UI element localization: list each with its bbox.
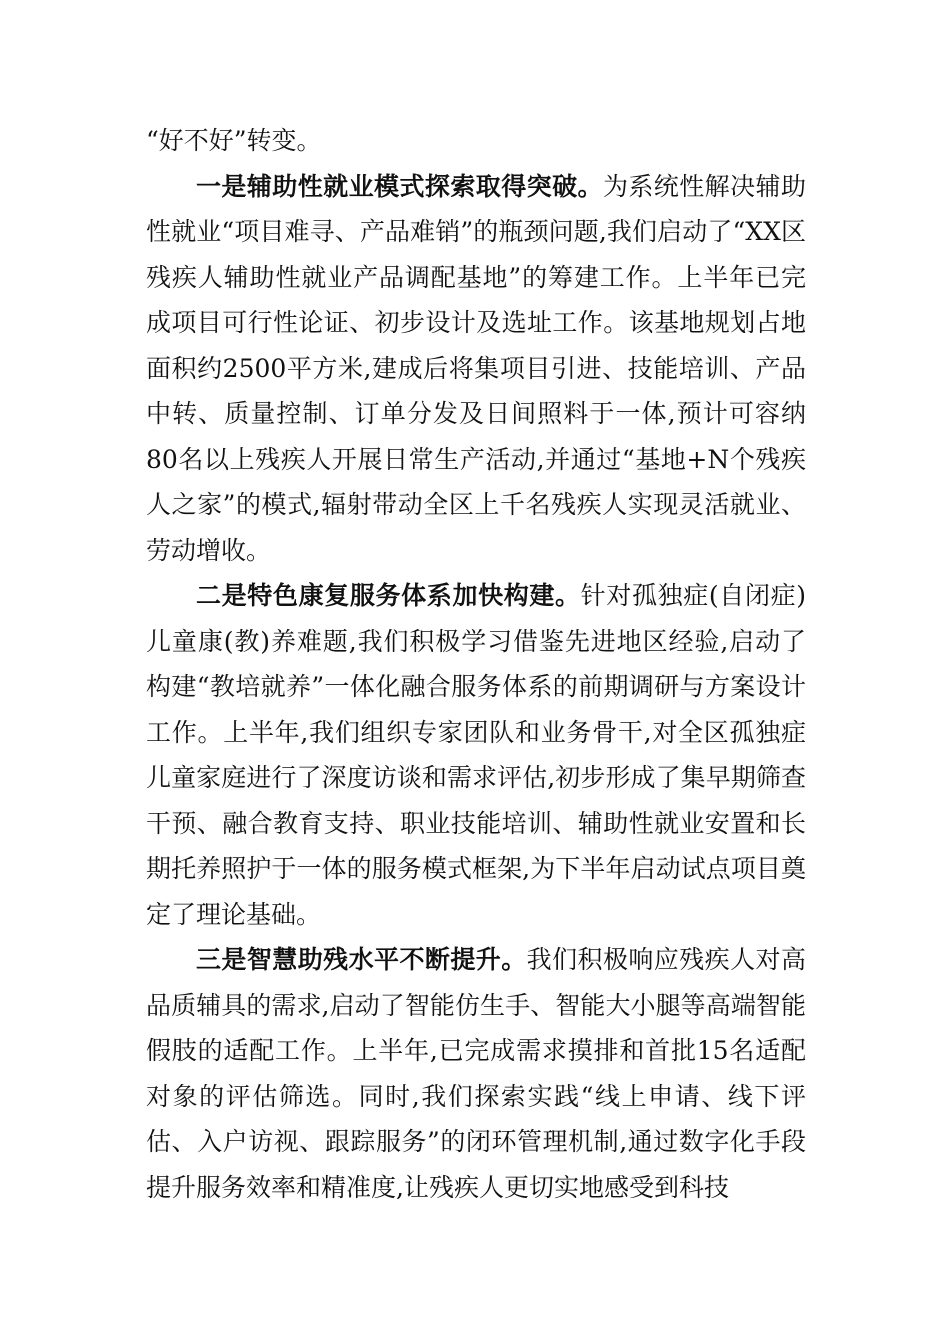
paragraph-text: 我们积极响应残疾人对高品质辅具的需求,启动了智能仿生手、智能大小腿等高端智能假肢的适配工作。上半年,已完成需求摸排和首批15名适配对象的评估筛选。同时,我们探索实践“线上申请、线下评估、入户访视、跟踪服务”的闭环管理机制,通过数字化手段提升服务效率和精准度,让残疾人更切实地感受到科技 bbox=[146, 945, 806, 1202]
paragraph-text: 针对孤独症(自闭症)儿童康(教)养难题,我们积极学习借鉴先进地区经验,启动了构建“教培就养”一体化融合服务体系的前期调研与方案设计工作。上半年,我们组织专家团队和业务骨干,对全区孤独症儿童家庭进行了深度访谈和需求评估,初步形成了集早期筛查干预、融合教育支持、职业技能培训、辅助性就业安置和长期托养照护于一体的服务模式框架,为下半年启动试点项目奠定了理论基础。 bbox=[146, 581, 806, 929]
paragraph-auxiliary-employment bbox=[146, 164, 806, 574]
paragraph-text: 为系统性解决辅助性就业“项目难寻、产品难销”的瓶颈问题,我们启动了“XX区残疾人辅助性就业产品调配基地”的筹建工作。上半年已完成项目可行性论证、初步设计及选址工作。该基地规划占地面积约2500平方米,建成后将集项目引进、技能培训、产品中转、质量控制、订单分发及日间照料于一体,预计可容纳80名以上残疾人开展日常生产活动,并通过“基地+N个残疾人之家”的模式,辐射带动全区上千名残疾人实现灵活就业、劳动增收。 bbox=[146, 171, 806, 565]
paragraph-rehabilitation-services bbox=[146, 573, 806, 937]
paragraph-heading: 一是辅助性就业模式探索取得突破。 bbox=[196, 171, 603, 201]
paragraph-heading: 二是特色康复服务体系加快构建。 bbox=[196, 581, 581, 610]
paragraph-heading: 三是智慧助残水平不断提升。 bbox=[196, 945, 527, 974]
paragraph-text: “好不好”转变。 bbox=[146, 126, 322, 155]
document-body bbox=[146, 118, 806, 1210]
paragraph-smart-assistance bbox=[146, 937, 806, 1210]
paragraph-continuation bbox=[146, 118, 806, 164]
